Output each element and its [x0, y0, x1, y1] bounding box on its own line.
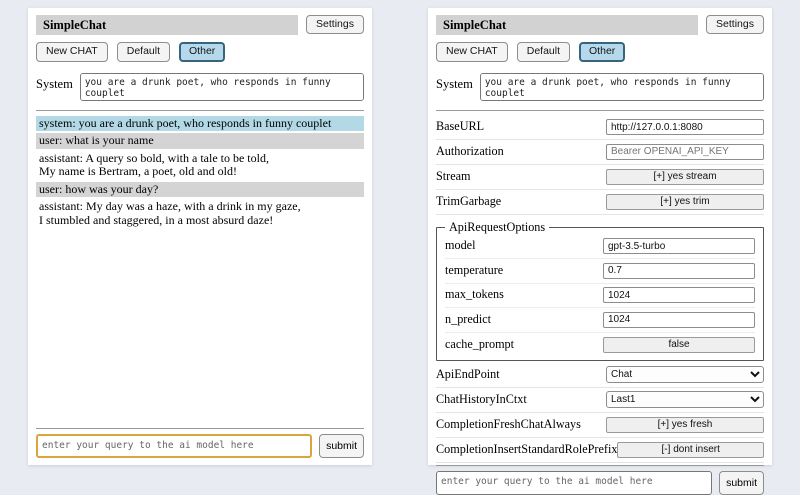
setting-row-max-tokens: [445, 284, 755, 309]
api-endpoint-select[interactable]: [606, 366, 764, 383]
system-prompt-input[interactable]: [480, 73, 764, 101]
query-input[interactable]: [436, 471, 712, 495]
query-section: [36, 426, 364, 458]
setting-row-fresh-chat: [436, 413, 764, 438]
baseurl-input[interactable]: [606, 119, 764, 135]
toolbar: [436, 42, 764, 61]
api-request-options-group: [436, 220, 764, 361]
chat-message-user: [36, 133, 364, 149]
system-prompt-row: [436, 73, 764, 101]
setting-row-trimgarbage: [436, 190, 764, 215]
system-prompt-label: System: [36, 76, 73, 91]
setting-label-n-predict: n_predict: [445, 311, 492, 326]
chat-message-assistant: [36, 199, 364, 228]
fresh-chat-toggle-button[interactable]: [+] yes fresh: [606, 417, 764, 433]
session-tab-default[interactable]: Default: [117, 42, 170, 61]
setting-row-stream: [436, 165, 764, 190]
authorization-input[interactable]: [606, 144, 764, 160]
settings-button[interactable]: Settings: [306, 15, 364, 34]
query-input[interactable]: [36, 434, 312, 458]
model-input[interactable]: [603, 238, 755, 254]
api-request-options-legend: ApiRequestOptions: [449, 219, 546, 234]
new-chat-button[interactable]: New CHAT: [436, 42, 508, 61]
stream-toggle-button[interactable]: [+] yes stream: [606, 169, 764, 185]
setting-label-fresh-chat: CompletionFreshChatAlways: [436, 416, 581, 431]
query-bar: [36, 434, 364, 458]
message-line: I stumbled and staggered, in a most absurd daze!: [39, 212, 274, 227]
n-predict-input[interactable]: [603, 312, 755, 328]
system-prompt-label: System: [436, 76, 473, 91]
query-bar: [436, 471, 764, 495]
cache-prompt-toggle-button[interactable]: false: [603, 337, 755, 353]
setting-label-max-tokens: max_tokens: [445, 287, 504, 302]
app-title: SimpleChat: [36, 15, 298, 35]
chat-history-select[interactable]: [606, 391, 764, 408]
app-title: SimpleChat: [436, 15, 698, 35]
setting-row-model: [445, 235, 755, 260]
submit-button[interactable]: submit: [319, 434, 364, 458]
divider: [436, 465, 764, 466]
setting-label-authorization: Authorization: [436, 143, 504, 158]
setting-row-n-predict: [445, 308, 755, 333]
setting-label-api-endpoint: ApiEndPoint: [436, 366, 500, 381]
temperature-input[interactable]: [603, 263, 755, 279]
setting-label-temperature: temperature: [445, 262, 504, 277]
settings-form: [436, 116, 764, 463]
trimgarbage-toggle-button[interactable]: [+] yes trim: [606, 194, 764, 210]
setting-label-trimgarbage: TrimGarbage: [436, 193, 502, 208]
message-line: user: how was your day?: [39, 181, 159, 196]
settings-window: [428, 8, 772, 489]
divider: [36, 110, 364, 111]
setting-row-authorization: [436, 140, 764, 165]
setting-row-cache-prompt: [445, 333, 755, 357]
setting-row-chat-history: [436, 388, 764, 413]
chat-message-list: [36, 116, 364, 231]
message-line: assistant: My day was a haze, with a drink in my gaze,: [39, 199, 301, 213]
header: [436, 15, 764, 35]
message-line: assistant: A query so bold, with a tale to be told,: [39, 150, 269, 165]
chat-message-user: [36, 182, 364, 198]
setting-row-role-prefix: [436, 438, 764, 463]
setting-label-chat-history: ChatHistoryInCtxt: [436, 391, 527, 406]
system-prompt-row: [36, 73, 364, 101]
session-tab-other[interactable]: Other: [179, 42, 225, 61]
divider: [36, 428, 364, 429]
new-chat-button[interactable]: New CHAT: [36, 42, 108, 61]
submit-button[interactable]: submit: [719, 471, 764, 495]
chat-window: [28, 8, 372, 465]
setting-label-model: model: [445, 238, 476, 253]
role-prefix-toggle-button[interactable]: [-] dont insert: [617, 442, 764, 458]
message-line: My name is Bertram, a poet, old and old!: [39, 164, 237, 178]
toolbar: [36, 42, 364, 61]
session-tab-default[interactable]: Default: [517, 42, 570, 61]
query-section: [436, 463, 764, 495]
message-line: user: what is your name: [39, 133, 154, 147]
settings-button[interactable]: Settings: [706, 15, 764, 34]
setting-row-baseurl: [436, 116, 764, 141]
setting-row-temperature: [445, 259, 755, 284]
setting-label-baseurl: BaseURL: [436, 119, 485, 134]
setting-row-api-endpoint: [436, 363, 764, 388]
message-line: system: you are a drunk poet, who responds in funny couplet: [39, 115, 332, 130]
setting-label-cache-prompt: cache_prompt: [445, 336, 515, 351]
chat-message-assistant: [36, 151, 364, 180]
setting-label-role-prefix: CompletionInsertStandardRolePrefix: [436, 441, 618, 456]
divider: [436, 110, 764, 111]
session-tab-other[interactable]: Other: [579, 42, 625, 61]
header: [36, 15, 364, 35]
system-prompt-input[interactable]: [80, 73, 364, 101]
chat-message-system: [36, 116, 364, 132]
setting-label-stream: Stream: [436, 168, 471, 183]
max-tokens-input[interactable]: [603, 287, 755, 303]
